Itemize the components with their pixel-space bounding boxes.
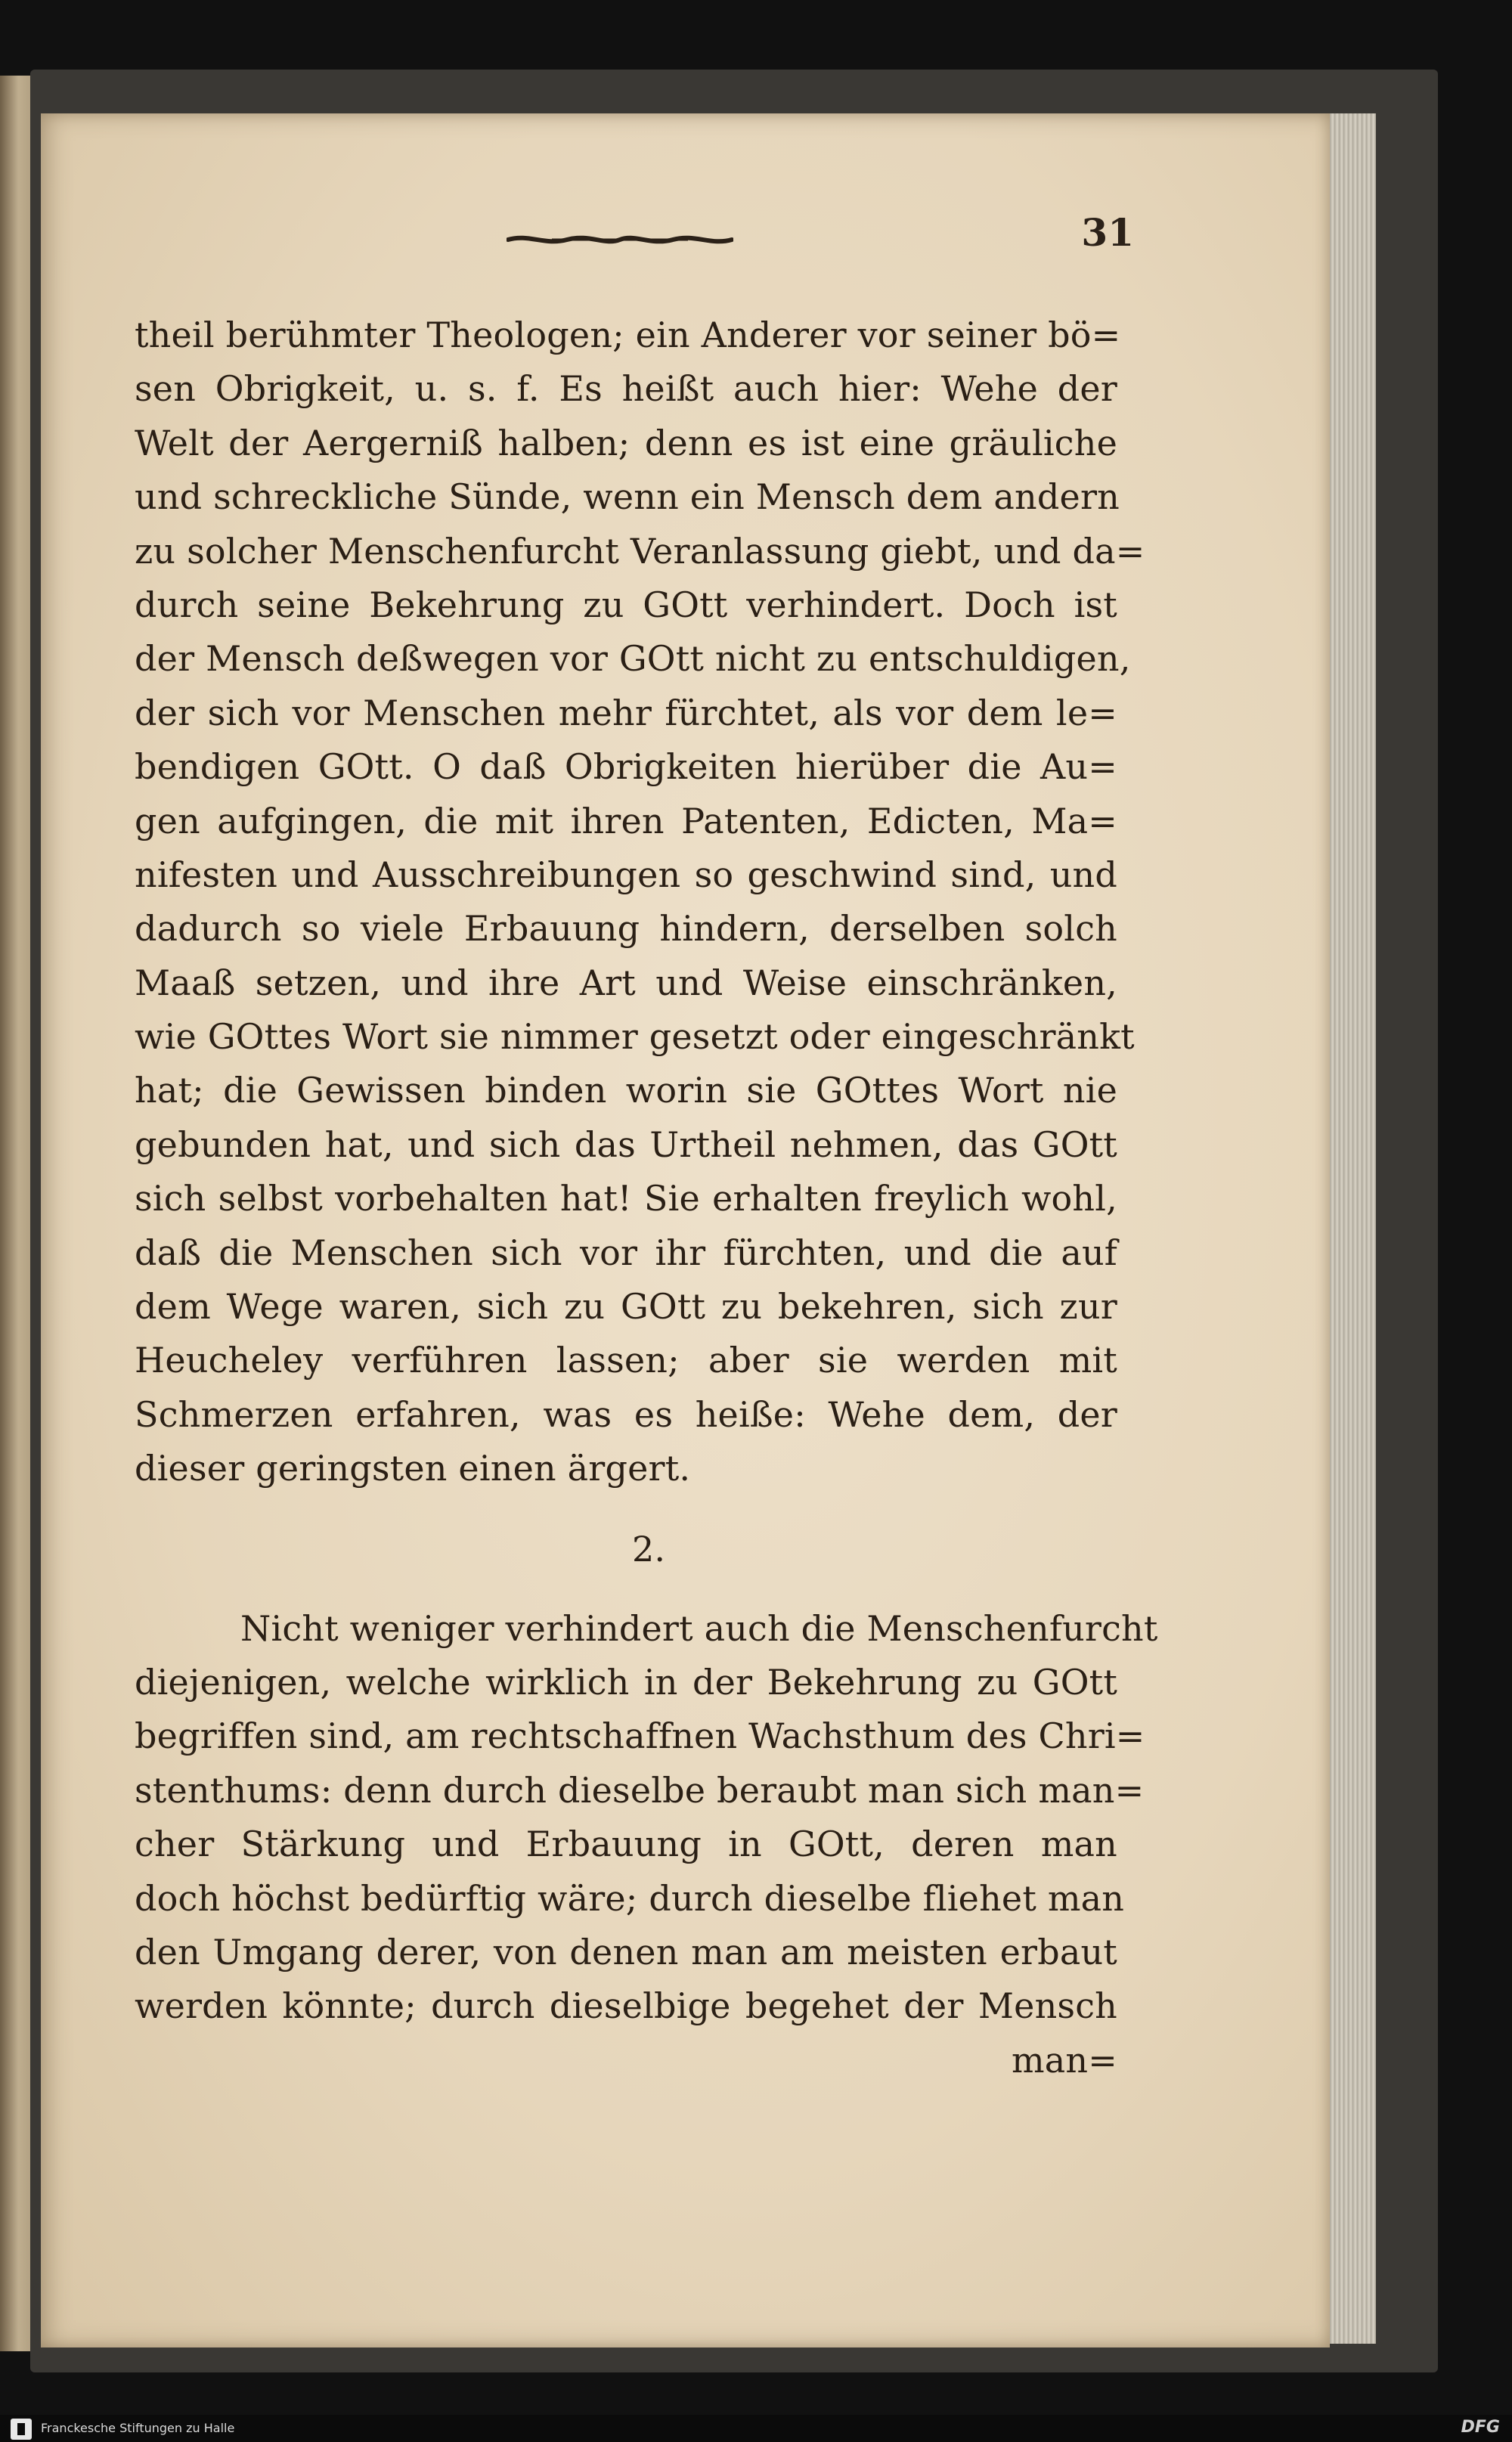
text-line: diejenigen, welche wirklich in der Bekehrung zu GOtt: [135, 1661, 1117, 1703]
text-line: Welt der Aergerniß halben; denn es ist eine gräuliche: [135, 422, 1117, 463]
paragraph-2: [135, 1602, 1158, 2088]
paragraph-1: [135, 308, 1145, 1496]
text-line: den Umgang derer, von denen man am meisten erbaut: [135, 1931, 1117, 1973]
catchword: man=: [1011, 2039, 1117, 2081]
text-line: daß die Menschen sich vor ihr fürchten, und die auf: [135, 1232, 1117, 1273]
text-line: Maaß setzen, und ihre Art und Weise einschränken,: [135, 962, 1117, 1003]
text-line: bendigen GOtt. O daß Obrigkeiten hierüber die Au=: [135, 746, 1117, 788]
franckesche-logo-icon[interactable]: [11, 2419, 32, 2440]
text-line: gebunden hat, und sich das Urtheil nehmen, das GOtt: [135, 1123, 1117, 1165]
text-line: und schreckliche Sünde, wenn ein Mensch dem andern: [135, 476, 1120, 518]
text-line: dadurch so viele Erbauung hindern, derselben solch: [135, 908, 1117, 950]
text-line: zu solcher Menschenfurcht Veranlassung giebt, und da=: [135, 530, 1145, 572]
text-line: sen Obrigkeit, u. s. f. Es heißt auch hier: Wehe der: [135, 368, 1117, 410]
institution-credit[interactable]: Franckesche Stiftungen zu Halle: [41, 2421, 235, 2435]
text-line: der sich vor Menschen mehr fürchtet, als vor dem le=: [135, 692, 1117, 733]
text-line: stenthums: denn durch dieselbe beraubt man sich man=: [135, 1769, 1145, 1811]
text-line: der Mensch deßwegen vor GOtt nicht zu entschuldigen,: [135, 638, 1131, 680]
text-line: dieser geringsten einen ärgert.: [135, 1448, 691, 1489]
decorative-rule-icon: [507, 231, 733, 249]
text-line: gen aufgingen, die mit ihren Patenten, Edicten, Ma=: [135, 800, 1117, 841]
text-line: durch seine Bekehrung zu GOtt verhindert. Doch ist: [135, 584, 1117, 625]
text-line: doch höchst bedürftig wäre; durch dieselbe fliehet man: [135, 1877, 1125, 1919]
dfg-logo[interactable]: DFG: [1461, 2418, 1500, 2437]
text-line: nifesten und Ausschreibungen so geschwind sind, und: [135, 854, 1117, 895]
text-line: Heucheley verführen lassen; aber sie werden mit: [135, 1340, 1117, 1381]
section-number: 2.: [632, 1528, 665, 1570]
text-line: Schmerzen erfahren, was es heiße: Wehe dem, der: [135, 1393, 1117, 1435]
page-text: [135, 308, 1158, 2087]
text-line: theil berühmter Theologen; ein Anderer vor seiner bö=: [135, 315, 1121, 355]
text-line: werden könnte; durch dieselbige begehet der Mensch: [135, 1985, 1117, 2027]
text-line: Nicht weniger verhindert auch die Menschenfurcht: [240, 1607, 1158, 1649]
text-line: hat; die Gewissen binden worin sie GOttes Wort nie: [135, 1070, 1117, 1111]
page-number: 31: [1081, 210, 1134, 255]
text-line: begriffen sind, am rechtschaffnen Wachsthum des Chri=: [135, 1715, 1145, 1757]
text-line: wie GOttes Wort sie nimmer gesetzt oder eingeschränkt: [135, 1016, 1135, 1058]
text-line: cher Stärkung und Erbauung in GOtt, deren man: [135, 1824, 1117, 1865]
text-line: dem Wege waren, sich zu GOtt zu bekehren, sich zur: [135, 1286, 1117, 1328]
text-line: sich selbst vorbehalten hat! Sie erhalten freylich wohl,: [135, 1178, 1117, 1219]
